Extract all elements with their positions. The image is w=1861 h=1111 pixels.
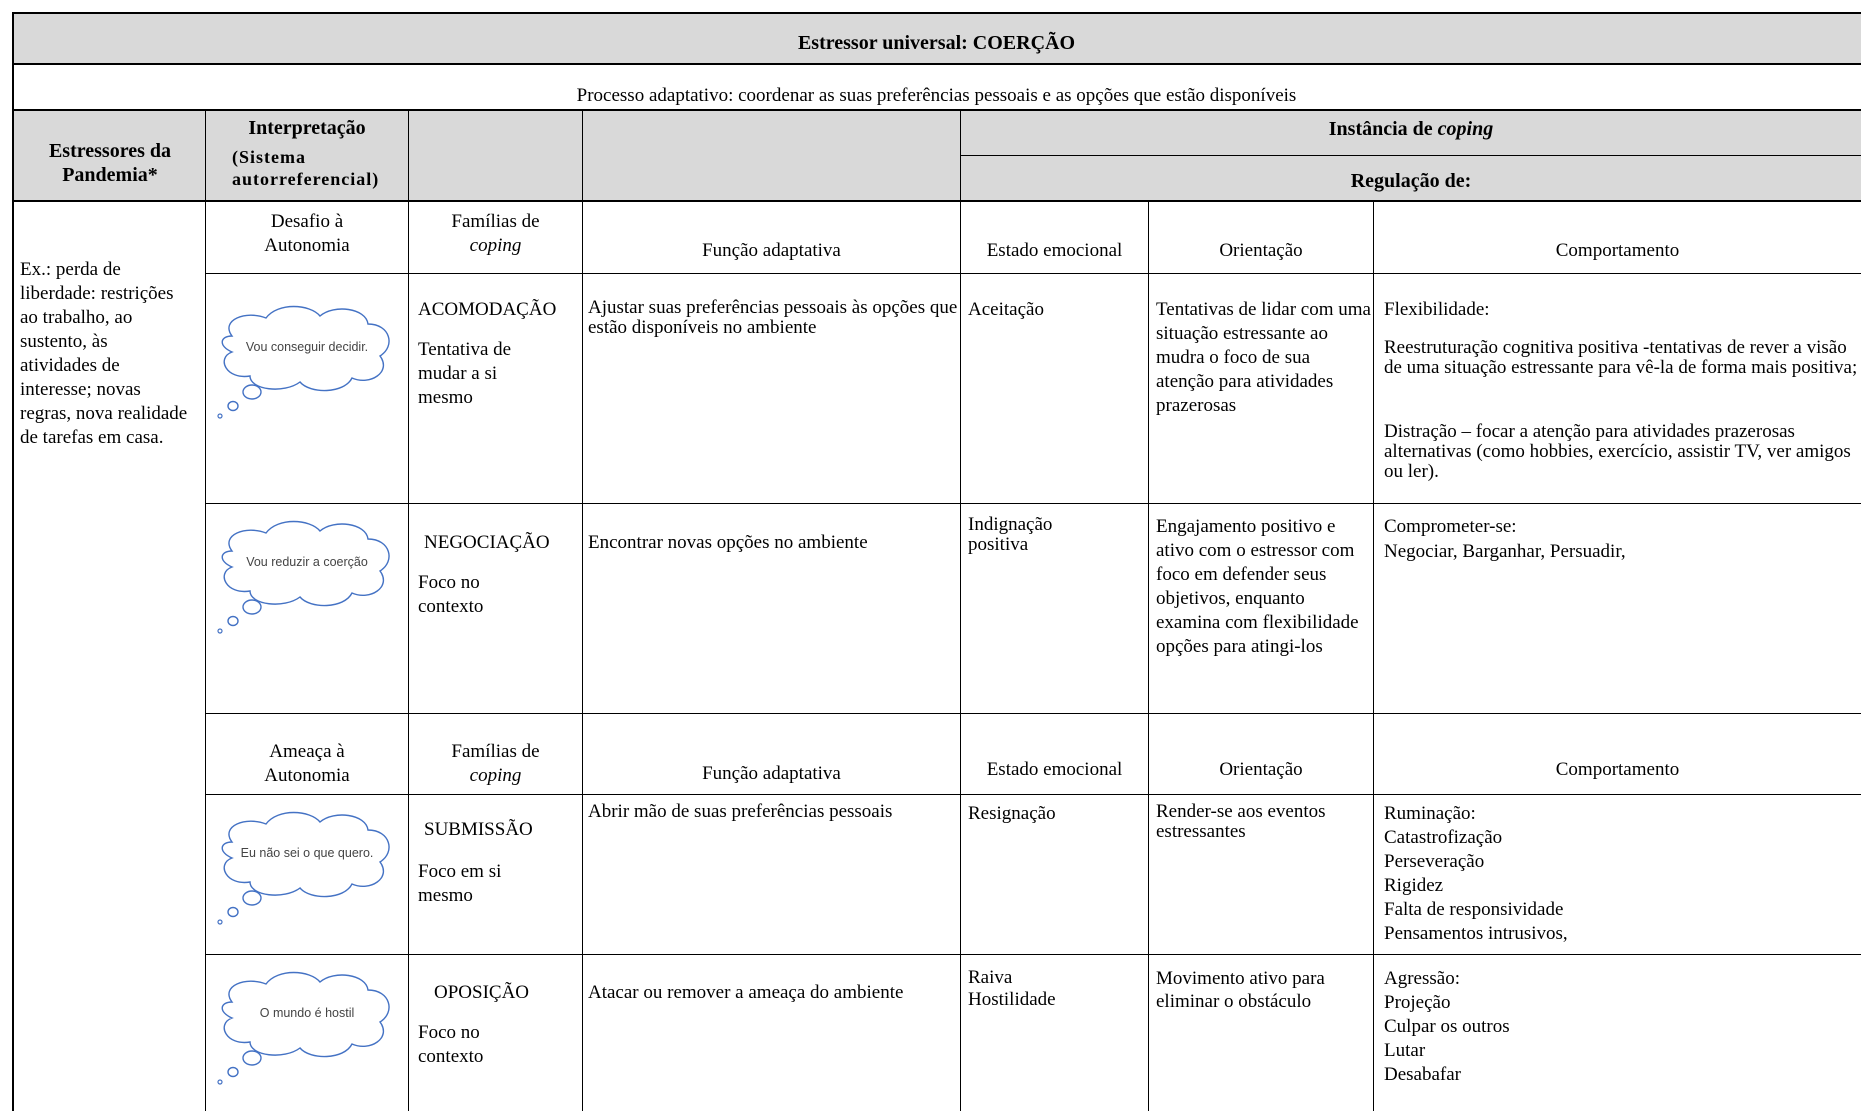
family-name: ACOMODAÇÃO — [418, 299, 557, 320]
behavior-title: Agressão: — [1384, 968, 1460, 989]
h-line — [12, 12, 1861, 14]
family-name: NEGOCIAÇÃO — [424, 532, 550, 553]
behavior-text: Negociar, Barganhar, Persuadir, — [1384, 541, 1626, 562]
behavior-text: Distração – focar a atenção para atividades prazerosas alternativas (como hobbies, exercício, assistir TV, ver amigos ou ler). — [1384, 421, 1851, 482]
behavior-item: Rigidez — [1384, 875, 1444, 896]
thought-text: O mundo é hostil — [259, 1006, 355, 1020]
stressor-example: Ex.: perda de liberdade: restrições ao trabalho, ao sustento, às atividades de interesse; novas regras, nova realidade de tarefas em casa. — [20, 259, 188, 448]
behavior-item: Desabafar — [1384, 1064, 1462, 1085]
header-estressores: Estressores da Pandemia* — [48, 140, 172, 186]
section1-familias — [409, 210, 582, 258]
emotional-state: Indignação positiva — [968, 514, 1053, 555]
header-instancia-italic: coping — [1437, 118, 1494, 140]
orientation: Movimento ativo para eliminar o obstáculo — [1156, 968, 1325, 1012]
behavior-item: Catastrofização — [1384, 827, 1503, 848]
behavior-item: Perseveração — [1384, 851, 1485, 872]
section1-comportamento: Comportamento — [1555, 240, 1680, 261]
table-subtitle: Processo adaptativo: coordenar as suas preferências pessoais e as opções que estão disponíveis — [576, 85, 1297, 106]
v-line — [1373, 201, 1374, 1111]
adaptive-function: Abrir mão de suas preferências pessoais — [588, 801, 893, 822]
section2-familias — [409, 740, 582, 788]
behavior-title: Comprometer-se: — [1384, 516, 1517, 537]
section2-comportamento: Comportamento — [1555, 759, 1680, 780]
section2-funcao: Função adaptativa — [702, 763, 841, 784]
header-regulacao: Regulação de: — [1350, 170, 1472, 192]
adaptive-function: Ajustar suas preferências pessoais às opções que estão disponíveis no ambiente — [588, 297, 958, 338]
thought-text: Eu não sei o que quero. — [240, 846, 374, 860]
behavior-title: Flexibilidade: — [1384, 299, 1490, 320]
behavior-text: Reestruturação cognitiva positiva -tentativas de rever a visão de uma situação estressante para vê-la de forma mais positiva; — [1384, 337, 1858, 378]
family-name: OPOSIÇÃO — [434, 982, 530, 1003]
emotional-state: Resignação — [968, 803, 1056, 824]
thought-cloud-icon — [210, 515, 400, 640]
h-line — [12, 63, 1861, 65]
emotional-state: Aceitação — [968, 299, 1044, 320]
behavior-item: Culpar os outros — [1384, 1016, 1510, 1037]
h-line — [205, 954, 1861, 955]
table-title: Estressor universal: COERÇÃO — [797, 32, 1076, 54]
header-interpretacao: Interpretação — [248, 117, 366, 139]
section1-funcao: Função adaptativa — [702, 240, 841, 261]
h-line — [12, 109, 1861, 111]
thought-text: Vou reduzir a coerção — [246, 555, 368, 569]
family-focus: Foco no contexto — [418, 1022, 484, 1067]
v-line — [12, 12, 14, 1111]
behavior-item: Falta de responsividade — [1384, 899, 1564, 920]
v-line — [1148, 201, 1149, 1111]
behavior-item: Lutar — [1384, 1040, 1426, 1061]
family-name: SUBMISSÃO — [424, 819, 533, 840]
thought-cloud-icon — [210, 966, 400, 1091]
behavior-item: Projeção — [1384, 992, 1451, 1013]
section2-estado: Estado emocional — [986, 759, 1123, 780]
section1-familias-prefix: Famílias de — [451, 211, 540, 232]
thought-cloud-icon — [210, 806, 400, 931]
section2-familias-prefix: Famílias de — [451, 741, 540, 762]
behavior-list — [1384, 802, 1854, 946]
family-focus: Tentativa de mudar a si mesmo — [418, 339, 512, 408]
family-focus: Foco no contexto — [418, 572, 484, 617]
h-line — [960, 155, 1861, 156]
emotional-state — [968, 967, 1056, 1011]
h-line — [205, 713, 1861, 714]
header-instancia — [961, 117, 1861, 141]
section1-orientacao: Orientação — [1219, 240, 1303, 261]
section1-interp: Desafio à Autonomia — [264, 211, 350, 256]
h-line — [12, 200, 1861, 202]
behavior-item: Pensamentos intrusivos, — [1384, 923, 1568, 944]
section1-estado: Estado emocional — [986, 240, 1123, 261]
behavior-list — [1384, 967, 1854, 1087]
v-line — [408, 110, 409, 1111]
behavior-title: Ruminação: — [1384, 803, 1476, 824]
emotion-line: Hostilidade — [968, 989, 1056, 1010]
adaptive-function: Encontrar novas opções no ambiente — [588, 532, 868, 553]
section2-orientacao: Orientação — [1219, 759, 1303, 780]
emotion-line: Raiva — [968, 967, 1013, 988]
v-line — [205, 110, 206, 1111]
orientation: Render-se aos eventos estressantes — [1156, 801, 1326, 842]
thought-cloud-icon — [210, 300, 400, 425]
header-sistema: (Sistema autorreferencial) — [232, 147, 380, 189]
orientation: Tentativas de lidar com uma situação estressante ao mudra o foco de sua atenção para atividades prazerosas — [1156, 299, 1371, 416]
h-line — [205, 503, 1861, 504]
header-instancia-prefix: Instância de — [1328, 118, 1438, 140]
section2-familias-italic: coping — [469, 765, 522, 786]
section2-interp: Ameaça à Autonomia — [264, 741, 350, 786]
adaptive-function: Atacar ou remover a ameaça do ambiente — [588, 982, 904, 1003]
family-focus: Foco em si mesmo — [418, 861, 502, 906]
thought-text: Vou conseguir decidir. — [245, 340, 369, 354]
orientation: Engajamento positivo e ativo com o estressor com foco em defender seus objetivos, enquanto examina com flexibilidade opções para atingi-los — [1156, 516, 1359, 657]
section1-familias-italic: coping — [469, 235, 522, 256]
h-line — [205, 794, 1861, 795]
h-line — [205, 273, 1861, 274]
